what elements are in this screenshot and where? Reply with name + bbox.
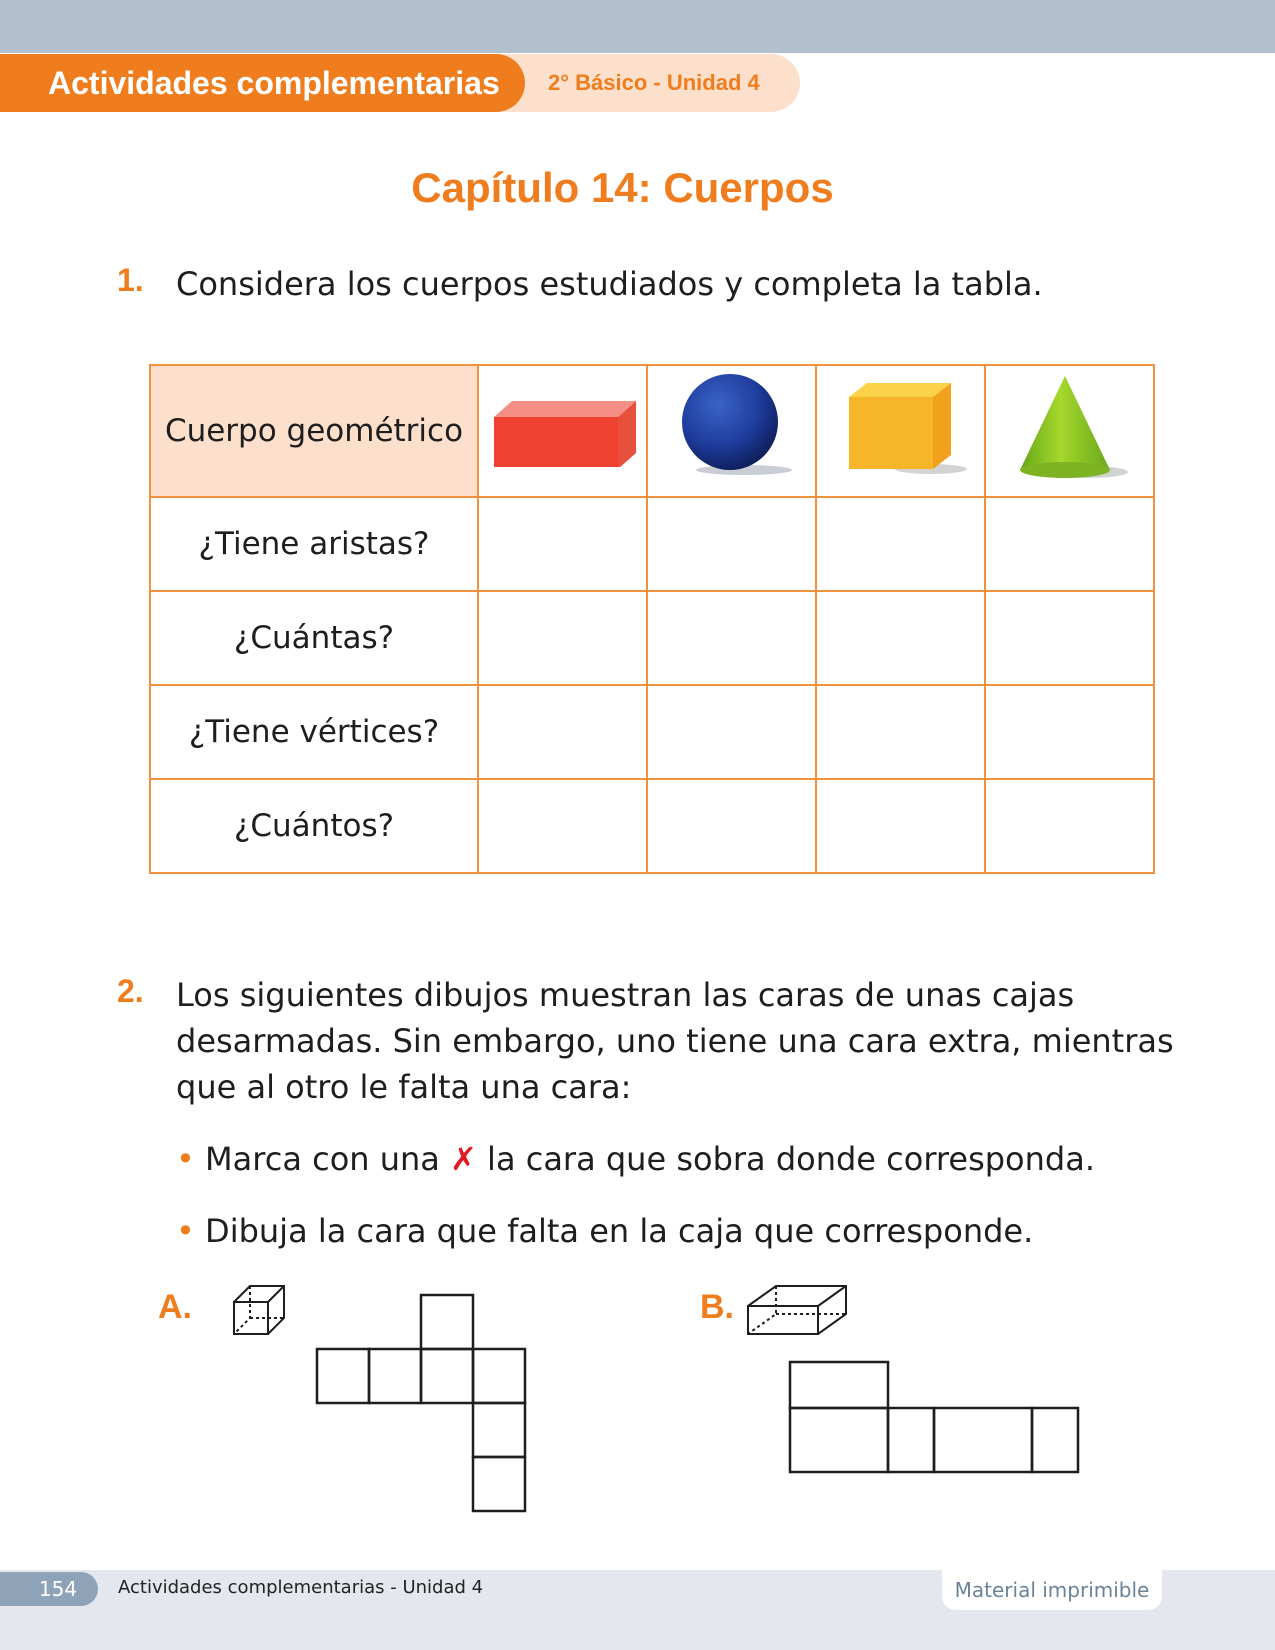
question-1-number: 1.	[117, 262, 144, 298]
net-a-face	[473, 1403, 525, 1457]
table-header-cell-sphere	[647, 365, 816, 497]
answer-cell[interactable]	[647, 685, 816, 779]
answer-cell[interactable]	[816, 591, 985, 685]
answer-cell[interactable]	[647, 591, 816, 685]
net-b-face	[934, 1408, 1032, 1472]
cross-mark-icon: ✗	[450, 1140, 477, 1178]
question-2-line-2: desarmadas. Sin embargo, uno tiene una cara extra, mientras	[176, 1022, 1174, 1060]
table-header-cell-prism	[478, 365, 647, 497]
net-a-face	[369, 1349, 421, 1403]
net-a	[317, 1295, 525, 1511]
answer-cell[interactable]	[647, 779, 816, 873]
net-a-face	[473, 1457, 525, 1511]
net-b	[790, 1362, 1078, 1472]
header-subtitle: 2° Básico - Unidad 4	[548, 70, 760, 95]
table-row	[150, 685, 1154, 779]
net-b-face	[790, 1362, 888, 1408]
printable-label: Material imprimible	[942, 1570, 1162, 1610]
answer-cell[interactable]	[985, 685, 1154, 779]
table-header-cell-cube	[816, 365, 985, 497]
bodies-table	[149, 364, 1155, 874]
answer-cell[interactable]	[478, 497, 647, 591]
question-2-line-1: Los siguientes dibujos muestran las caras de unas cajas	[176, 976, 1075, 1014]
answer-cell[interactable]	[816, 685, 985, 779]
answer-cell[interactable]	[478, 591, 647, 685]
bullet-2-text: Dibuja la cara que falta en la caja que corresponde.	[205, 1212, 1034, 1250]
table-row	[150, 779, 1154, 873]
header-tab: Actividades complementarias	[0, 54, 525, 112]
answer-cell[interactable]	[985, 497, 1154, 591]
net-b-face	[888, 1408, 934, 1472]
bullet-1-before: Marca con una	[205, 1140, 440, 1178]
row-label: ¿Tiene vértices?	[150, 685, 478, 779]
sphere-icon	[672, 372, 792, 482]
row-label: ¿Cuántas?	[150, 591, 478, 685]
table-row	[150, 497, 1154, 591]
prism-icon	[488, 387, 638, 467]
question-2-number: 2.	[117, 973, 144, 1009]
bullet-1-after: la cara que sobra donde corresponda.	[487, 1140, 1095, 1178]
table-row	[150, 591, 1154, 685]
net-a-face	[317, 1349, 369, 1403]
chapter-title: Capítulo 14: Cuerpos	[411, 164, 834, 211]
net-b-face	[790, 1408, 888, 1472]
page-number: 154	[0, 1572, 98, 1606]
answer-cell[interactable]	[647, 497, 816, 591]
cube-icon	[831, 377, 971, 477]
bullet-dot: •	[176, 1140, 195, 1178]
net-a-face	[421, 1349, 473, 1403]
net-a-face	[473, 1349, 525, 1403]
answer-cell[interactable]	[816, 779, 985, 873]
answer-cell[interactable]	[478, 685, 647, 779]
question-1-text: Considera los cuerpos estudiados y completa la tabla.	[176, 265, 1043, 303]
top-bar	[0, 0, 1275, 53]
cube-small-icon	[234, 1286, 284, 1334]
answer-cell[interactable]	[985, 591, 1154, 685]
prism-small-icon	[748, 1286, 846, 1334]
bullet-mark-extra	[176, 1137, 1095, 1182]
question-2-line-3: que al otro le falta una cara:	[176, 1068, 632, 1106]
cone-icon	[1010, 372, 1130, 482]
answer-cell[interactable]	[816, 497, 985, 591]
table-header-cell-cone	[985, 365, 1154, 497]
bullet-draw-missing	[176, 1209, 1033, 1254]
label-b: B.	[700, 1288, 734, 1326]
bullet-dot: •	[176, 1212, 195, 1250]
row-label: ¿Cuántos?	[150, 779, 478, 873]
table-header-label: Cuerpo geométrico	[150, 365, 478, 497]
answer-cell[interactable]	[478, 779, 647, 873]
footer-text: Actividades complementarias - Unidad 4	[118, 1577, 484, 1598]
net-a-face	[421, 1295, 473, 1349]
row-label: ¿Tiene aristas?	[150, 497, 478, 591]
net-b-face	[1032, 1408, 1078, 1472]
table-header-row	[150, 365, 1154, 497]
answer-cell[interactable]	[985, 779, 1154, 873]
label-a: A.	[158, 1288, 192, 1326]
